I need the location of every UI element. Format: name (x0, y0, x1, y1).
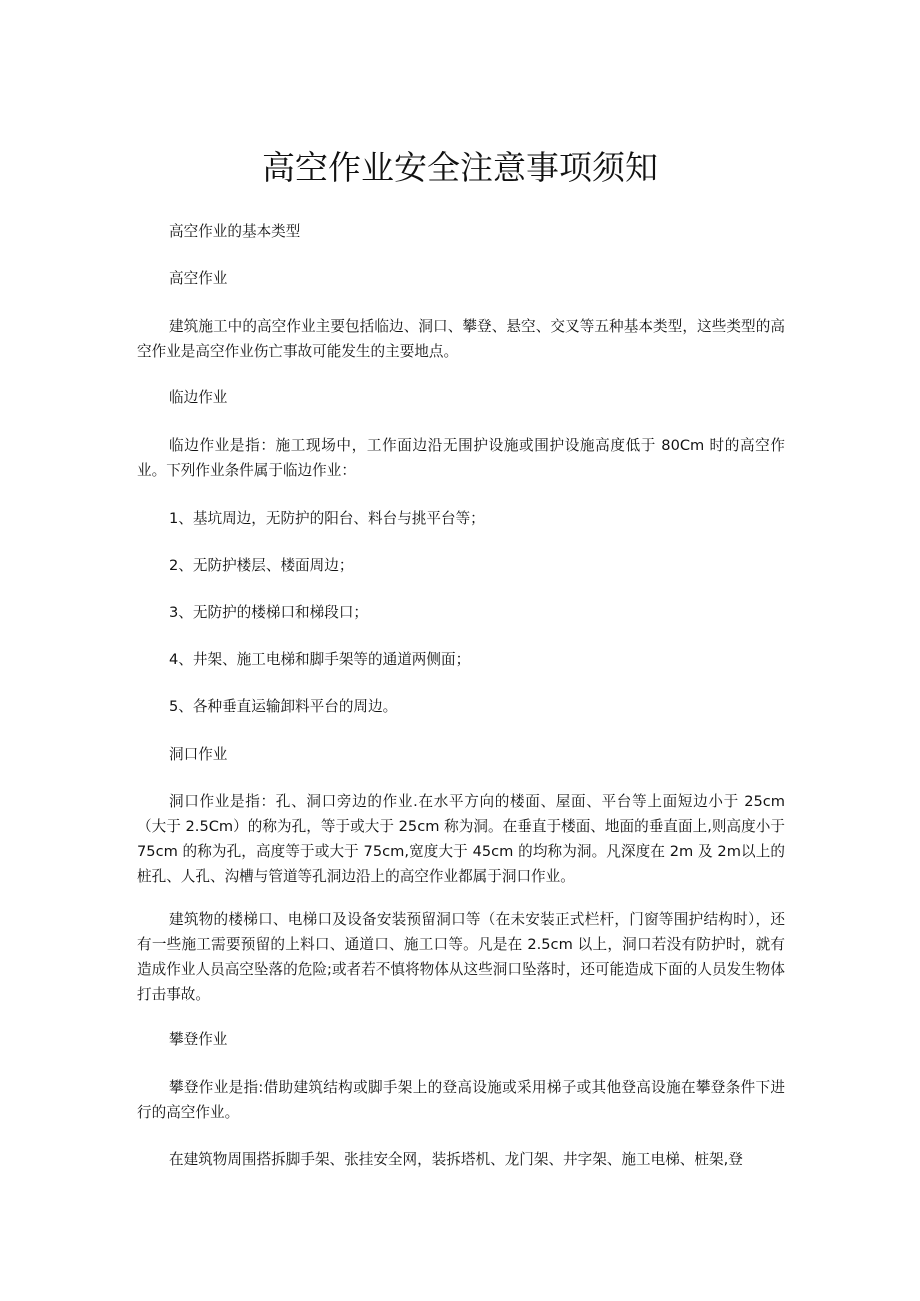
paragraph: 攀登作业是指:借助建筑结构或脚手架上的登高设施或采用梯子或其他登高设施在攀登条件下进行的高空作业。 (137, 1079, 785, 1121)
section-heading: 攀登作业 (169, 1031, 228, 1048)
list-item: 1、基坑周边，无防护的阳台、料台与挑平台等； (169, 510, 485, 527)
paragraph: 洞口作业是指：孔、洞口旁边的作业.在水平方向的楼面、屋面、平台等上面短边小于 25cm（大于 2.5Cm）的称为孔，等于或大于 25cm 称为洞。在垂直于楼面、地面的垂直面上,则高度小于 75cm 的称为孔，高度等于或大于 75cm,宽度大于 45cm 的均称为洞。凡深度在 2m 及 2m以上的桩孔、人孔、沟槽与管道等孔洞边沿上的高空作业都属于洞口作业。 (137, 793, 785, 885)
list-item: 4、井架、施工电梯和脚手架等的通道两侧面； (169, 651, 471, 668)
paragraph: 建筑物的楼梯口、电梯口及设备安装预留洞口等（在未安装正式栏杆，门窗等围护结构时），还有一些施工需要预留的上料口、通道口、施工口等。凡是在 2.5cm 以上，洞口若没有防护时，就有造成作业人员高空坠落的危险;或者若不慎将物体从这些洞口坠落时，还可能造成下面的人员发生物体打击事故。 (137, 911, 785, 1003)
paragraph: 建筑施工中的高空作业主要包括临边、洞口、攀登、悬空、交叉等五种基本类型，这些类型的高空作业是高空作业伤亡事故可能发生的主要地点。 (137, 318, 785, 360)
list-item: 5、各种垂直运输卸料平台的周边。 (169, 698, 398, 715)
list-item: 3、无防护的楼梯口和梯段口； (169, 604, 369, 621)
section-heading: 临边作业 (169, 389, 228, 406)
paragraph: 在建筑物周围搭拆脚手架、张挂安全网，装拆塔机、龙门架、井字架、施工电梯、桩架,登 (169, 1151, 743, 1168)
list-item: 2、无防护楼层、楼面周边； (169, 557, 354, 574)
section-heading: 高空作业的基本类型 (169, 223, 301, 240)
section-heading: 高空作业 (169, 270, 228, 287)
section-heading: 洞口作业 (169, 746, 228, 763)
paragraph: 临边作业是指：施工现场中，工作面边沿无围护设施或围护设施高度低于 80Cm 时的高空作业。下列作业条件属于临边作业： (137, 437, 785, 479)
document-title: 高空作业安全注意事项须知 (262, 148, 658, 187)
